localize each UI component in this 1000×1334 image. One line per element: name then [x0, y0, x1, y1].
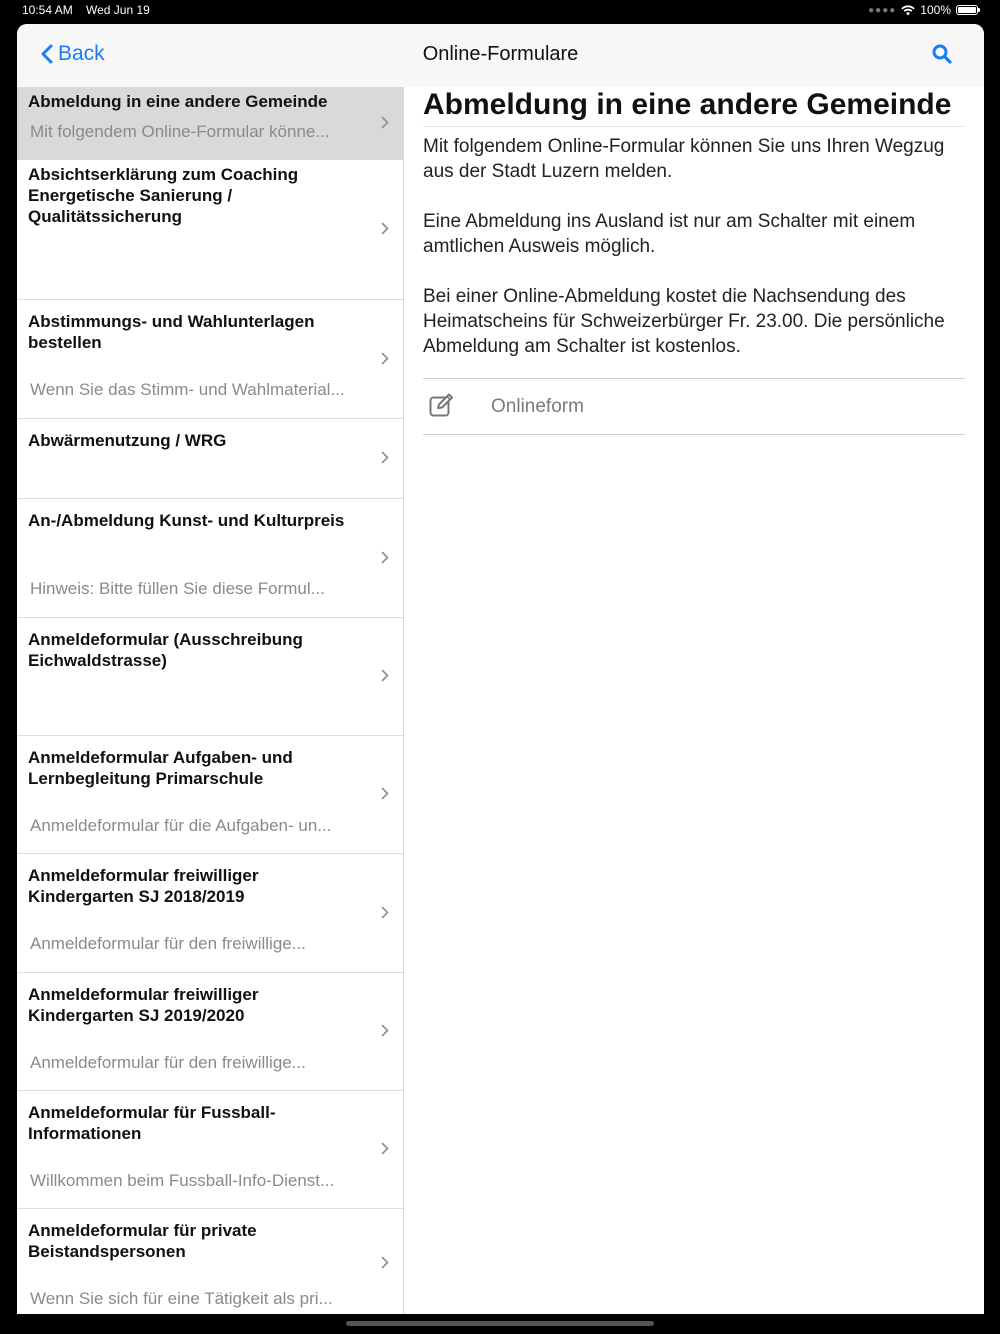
chevron-right-icon: [381, 451, 389, 464]
back-label: Back: [58, 42, 105, 65]
list-item-title: Abmeldung in eine andere Gemeinde: [28, 92, 328, 111]
list-item-subtitle: Anmeldeformular für den freiwillige...: [30, 934, 306, 953]
status-indicators: [868, 3, 978, 17]
status-time: 10:54 AM: [22, 3, 73, 17]
list-item-subtitle: Willkommen beim Fussball-Info-Dienst...: [30, 1171, 335, 1190]
onlineform-label: Onlineform: [491, 396, 584, 417]
chevron-right-icon: [381, 1256, 389, 1269]
list-item[interactable]: [17, 736, 403, 854]
list-item-title: Anmeldeformular freiwilliger Kindergarten SJ 2019/2020: [28, 985, 259, 1025]
list-item[interactable]: [17, 618, 403, 736]
chevron-right-icon: [381, 222, 389, 235]
list-item-subtitle: Anmeldeformular für den freiwillige...: [30, 1053, 306, 1072]
edit-icon: [429, 393, 455, 417]
list-item-title: Abstimmungs- und Wahlunterlagen bestellen: [28, 312, 315, 352]
battery-fill: [958, 7, 976, 13]
list-item[interactable]: [17, 300, 403, 419]
app-screen: [17, 24, 984, 1314]
navigation-bar: [17, 24, 984, 87]
status-bar: [0, 0, 1000, 22]
list-item-subtitle: Wenn Sie das Stimm- und Wahlmaterial...: [30, 380, 345, 399]
detail-paragraph: Eine Abmeldung ins Ausland ist nur am Schalter mit einem amtlichen Ausweis möglich.: [423, 211, 916, 257]
search-icon: [932, 44, 952, 64]
list-item-title: Anmeldeformular Aufgaben- und Lernbegleitung Primarschule: [28, 748, 293, 788]
chevron-right-icon: [381, 1024, 389, 1037]
list-item[interactable]: [17, 973, 403, 1091]
list-item[interactable]: [17, 419, 403, 499]
chevron-right-icon: [381, 906, 389, 919]
list-item-subtitle: Anmeldeformular für die Aufgaben- un...: [30, 816, 332, 835]
list-item-subtitle: Wenn Sie sich für eine Tätigkeit als pri...: [30, 1289, 333, 1308]
signal-dots-icon: ●●●●: [868, 4, 897, 16]
list-item-title: Anmeldeformular (Ausschreibung Eichwaldstrasse): [28, 630, 303, 670]
wifi-icon: [901, 5, 915, 16]
list-item-title: Absichtserklärung zum Coaching Energetische Sanierung / Qualitätssicherung: [28, 165, 299, 226]
list-item-title: An-/Abmeldung Kunst- und Kulturpreis: [28, 511, 345, 530]
list-item-title: Anmeldeformular für Fussball-Informationen: [28, 1103, 276, 1143]
chevron-right-icon: [381, 1142, 389, 1155]
list-item-title: Anmeldeformular für private Beistandspersonen: [28, 1221, 257, 1261]
list-item-subtitle: Mit folgendem Online-Formular könne...: [30, 122, 330, 141]
chevron-right-icon: [381, 787, 389, 800]
detail-paragraph: Bei einer Online-Abmeldung kostet die Nachsendung des Heimatscheins für Schweizerbürger Fr. 23.00. Die persönliche Abmeldung am Schalter ist kostenlos.: [423, 286, 945, 357]
chevron-right-icon: [381, 551, 389, 564]
list-item-title: Anmeldeformular freiwilliger Kindergarten SJ 2018/2019: [28, 866, 259, 906]
battery-percent: 100%: [920, 3, 951, 17]
search-button[interactable]: [932, 44, 952, 69]
detail-pane: [423, 87, 965, 435]
status-date: Wed Jun 19: [86, 3, 150, 17]
detail-title: Abmeldung in eine andere Gemeinde: [423, 87, 965, 127]
list-item[interactable]: [17, 1209, 403, 1314]
list-item-title: Abwärmenutzung / WRG: [28, 431, 227, 450]
list-item[interactable]: [17, 1091, 403, 1209]
onlineform-link[interactable]: [423, 378, 965, 435]
list-item[interactable]: [17, 854, 403, 973]
detail-paragraph: Mit folgendem Online-Formular können Sie uns Ihren Wegzug aus der Stadt Luzern melden.: [423, 136, 945, 182]
chevron-right-icon: [381, 352, 389, 365]
list-item[interactable]: [17, 160, 403, 300]
list-item-subtitle: Hinweis: Bitte füllen Sie diese Formul...: [30, 579, 325, 598]
list-item[interactable]: [17, 499, 403, 618]
list-item[interactable]: [17, 87, 403, 160]
home-indicator[interactable]: [346, 1321, 654, 1326]
chevron-right-icon: [381, 116, 389, 129]
page-title: Online-Formulare: [422, 43, 579, 65]
chevron-right-icon: [381, 669, 389, 682]
detail-body: [423, 127, 965, 359]
forms-list: [17, 87, 404, 1314]
battery-icon: [956, 5, 978, 15]
